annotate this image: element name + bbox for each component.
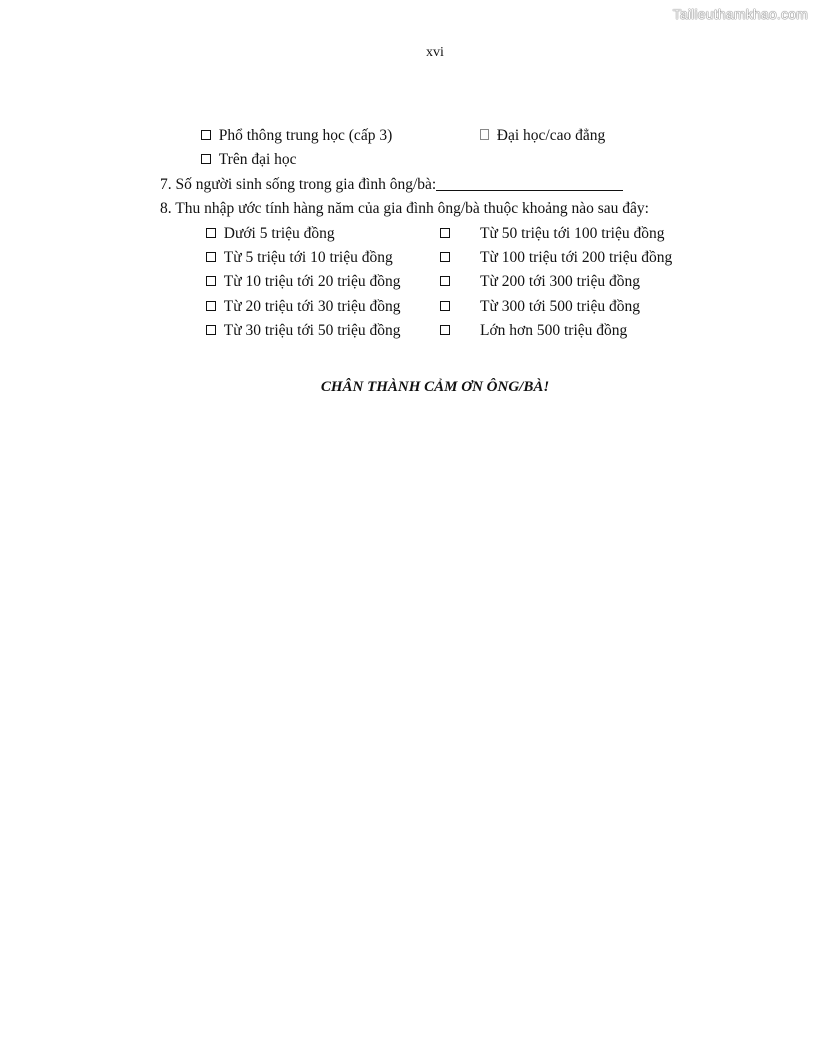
- checkbox-icon[interactable]: [206, 325, 216, 335]
- checkbox-icon[interactable]: [440, 252, 450, 262]
- option-high-school[interactable]: [201, 127, 392, 145]
- option-label: Từ 50 triệu tới 100 triệu đồng: [480, 225, 665, 242]
- closing-message: CHÂN THÀNH CẢM ƠN ÔNG/BÀ!: [320, 379, 550, 395]
- option-label: Từ 20 triệu tới 30 triệu đồng: [223, 298, 401, 315]
- option-label: Từ 30 triệu tới 50 triệu đồng: [223, 322, 401, 339]
- income-option[interactable]: [206, 249, 393, 267]
- checkbox-icon[interactable]: [206, 252, 216, 262]
- income-option[interactable]: [440, 249, 672, 267]
- question-8-label: 8. Thu nhập ước tính hàng năm của gia đình ông/bà thuộc khoảng nào sau đây:: [160, 200, 649, 217]
- checkbox-icon[interactable]: [480, 129, 489, 140]
- checkbox-icon[interactable]: [440, 228, 450, 238]
- checkbox-icon[interactable]: [206, 301, 216, 311]
- option-university[interactable]: [480, 127, 605, 145]
- watermark: Tailieuthamkhao.com: [672, 6, 808, 22]
- checkbox-icon[interactable]: [206, 228, 216, 238]
- option-label: Phổ thông trung học (cấp 3): [218, 127, 393, 144]
- option-label: Từ 10 triệu tới 20 triệu đồng: [223, 273, 401, 290]
- option-label: Từ 200 tới 300 triệu đồng: [480, 273, 640, 290]
- question-7-label: 7. Số người sinh sống trong gia đình ông/bà:: [160, 176, 437, 193]
- income-option[interactable]: [440, 322, 627, 340]
- income-option[interactable]: [206, 298, 401, 316]
- question-7: [160, 176, 623, 194]
- option-label: Lớn hơn 500 triệu đồng: [480, 322, 628, 339]
- income-option[interactable]: [440, 298, 640, 316]
- option-postgraduate[interactable]: [201, 151, 297, 169]
- income-option[interactable]: [206, 225, 335, 243]
- income-option[interactable]: [206, 322, 401, 340]
- checkbox-icon[interactable]: [206, 276, 216, 286]
- option-label: Từ 300 tới 500 triệu đồng: [480, 298, 640, 315]
- checkbox-icon[interactable]: [201, 130, 211, 140]
- checkbox-icon[interactable]: [440, 325, 450, 335]
- household-size-blank[interactable]: [436, 176, 623, 191]
- income-option[interactable]: [206, 273, 401, 291]
- option-label: Trên đại học: [218, 151, 297, 168]
- option-label: Đại học/cao đẳng: [496, 127, 606, 144]
- income-option[interactable]: [440, 273, 640, 291]
- checkbox-icon[interactable]: [440, 276, 450, 286]
- option-label: Dưới 5 triệu đồng: [223, 225, 335, 242]
- checkbox-icon[interactable]: [440, 301, 450, 311]
- option-label: Từ 100 triệu tới 200 triệu đồng: [480, 249, 673, 266]
- income-option[interactable]: [440, 225, 665, 243]
- page-number: xvi: [426, 45, 444, 60]
- checkbox-icon[interactable]: [201, 154, 211, 164]
- option-label: Từ 5 triệu tới 10 triệu đồng: [223, 249, 393, 266]
